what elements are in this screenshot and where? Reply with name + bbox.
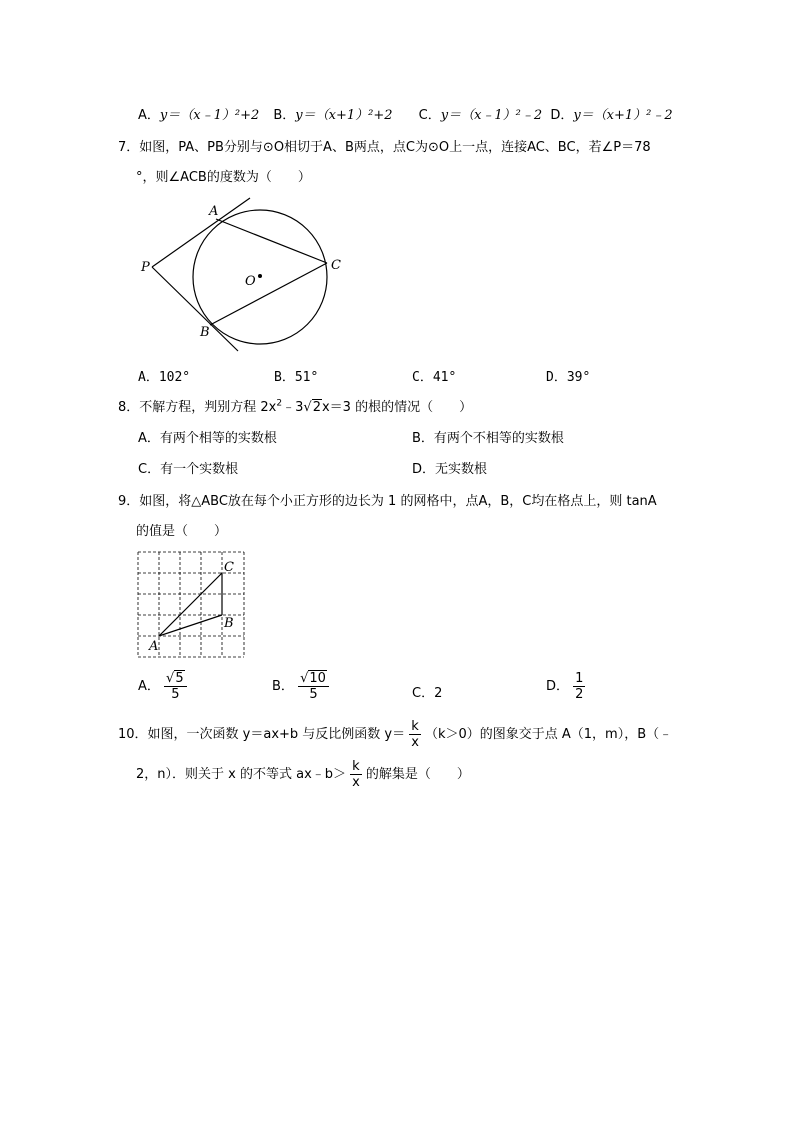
q10-stem-line2: 2，n）．则关于 x 的不等式 ax﹣b＞ $\frac{k}{x}$ 的解集是（ ） bbox=[136, 759, 470, 790]
label-b: B bbox=[200, 325, 210, 340]
q9-option-c: C．2 bbox=[412, 686, 443, 701]
q7-option-d: D．39° bbox=[546, 370, 591, 385]
side-ac bbox=[159, 573, 222, 636]
q7-option-b: B．51° bbox=[274, 370, 319, 385]
q7-stem-line1: 7．如图，PA、PB分别与⊙O相切于A、B两点，点C为⊙O上一点，连接AC、BC，若∠P＝78 bbox=[118, 140, 651, 155]
label-b: B bbox=[224, 616, 234, 631]
q6-options bbox=[138, 104, 673, 123]
center-dot bbox=[258, 274, 262, 278]
label-a: A bbox=[149, 639, 159, 654]
q7-option-a: A．102° bbox=[138, 370, 191, 385]
q8-option-d: D．无实数根 bbox=[412, 462, 488, 477]
q9-option-d: D． $\frac{1}{2}$ bbox=[546, 671, 584, 702]
tangent-pa bbox=[152, 198, 250, 267]
label-c: C bbox=[331, 258, 341, 273]
q9-stem-line2: 的值是（ ） bbox=[136, 524, 228, 539]
q8-option-b: B．有两个不相等的实数根 bbox=[412, 431, 564, 446]
label-p: P bbox=[141, 260, 150, 275]
label-a: A bbox=[209, 204, 219, 219]
q10-stem-line1: 10．如图，一次函数 y＝ax+b 与反比例函数 y＝ $\frac{k}{x}$ （k＞0）的图象交于点 A（1，m），B（﹣ bbox=[118, 719, 673, 750]
q6-option-a: A．y＝（x﹣1）²+2 bbox=[138, 108, 260, 123]
q7-stem-line2: °，则∠ACB的度数为（ ） bbox=[136, 170, 311, 185]
q9-option-b: B． $\frac{√10}{5}$ bbox=[272, 672, 329, 701]
q7-option-c: C．41° bbox=[412, 370, 457, 385]
tangent-pb bbox=[152, 267, 238, 351]
q8-stem: 8．不解方程，判别方程 $2x^2﹣3√2x=3$ 的根的情况（ ） bbox=[118, 398, 473, 415]
q8-option-a: A．有两个相等的实数根 bbox=[138, 431, 277, 446]
q6-option-d: D．y＝（x+1）²﹣2 bbox=[550, 108, 673, 123]
q9-grid-figure bbox=[135, 549, 251, 663]
label-o: O bbox=[245, 274, 256, 289]
q8-option-c: C．有一个实数根 bbox=[138, 462, 239, 477]
q9-stem-line1: 9．如图，将△ABC放在每个小正方形的边长为 1 的网格中，点A，B，C均在格点上，则 tanA bbox=[118, 494, 657, 509]
chord-bc bbox=[210, 263, 327, 325]
q6-option-c: C．y＝（x﹣1）²﹣2 bbox=[418, 108, 543, 123]
label-c: C bbox=[224, 560, 234, 575]
q6-option-b: B．y＝（x+1）²+2 bbox=[273, 108, 393, 123]
q9-option-a: A． $\frac{√5}{5}$ bbox=[138, 672, 187, 701]
chord-ac bbox=[216, 219, 327, 263]
side-ab bbox=[159, 615, 222, 636]
q7-figure bbox=[130, 195, 360, 355]
